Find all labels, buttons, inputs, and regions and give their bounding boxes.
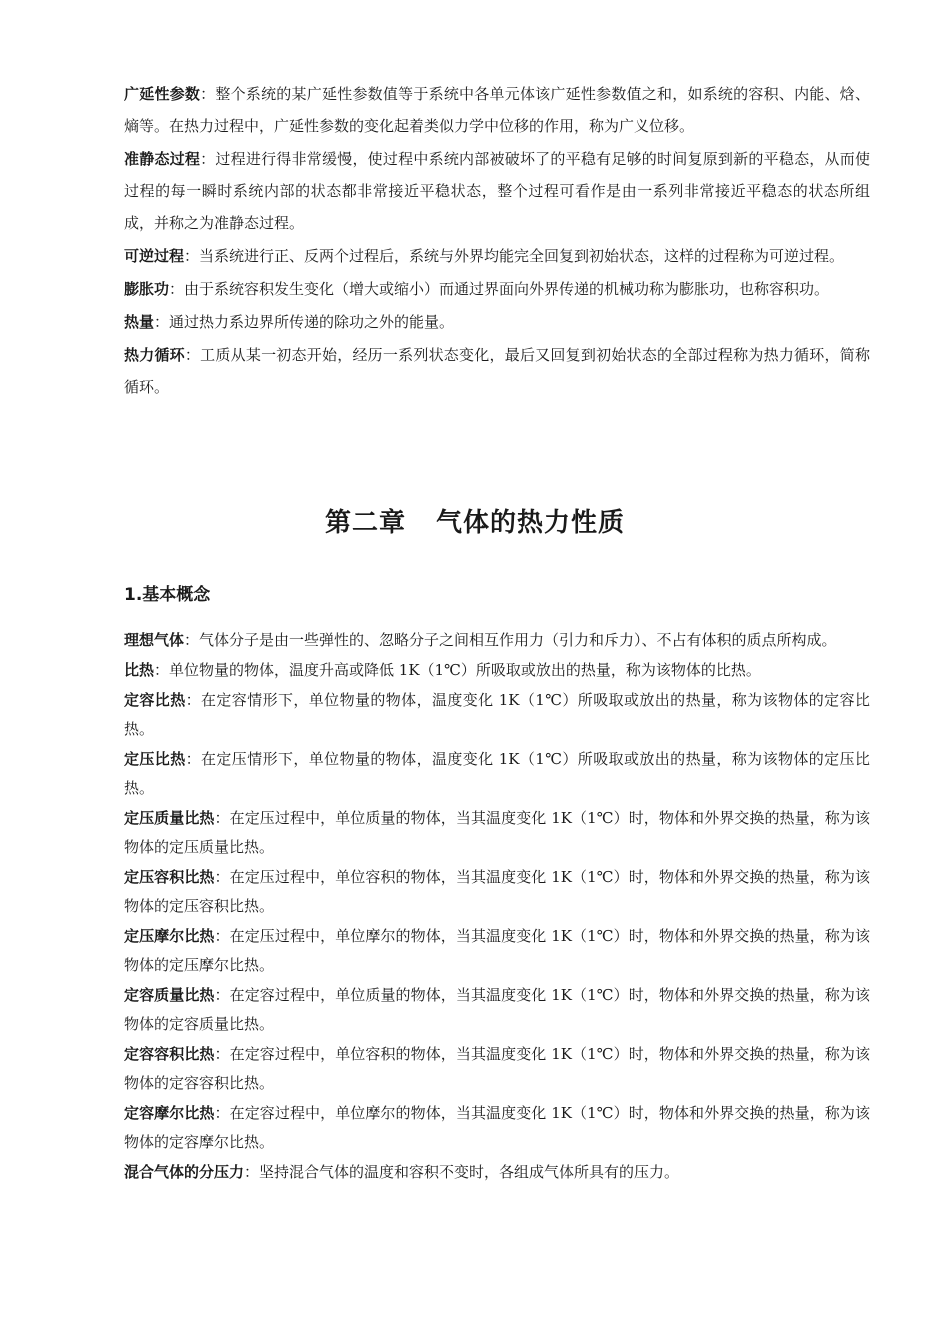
- term: 定压比热: [124, 750, 186, 768]
- definition-cv-mass: 定容质量比热：在定容过程中，单位质量的物体，当其温度变化 1K（1℃）时，物体和外界交换的热量，称为该物体的定容质量比热。: [124, 986, 870, 1033]
- term: 定压容积比热: [124, 868, 215, 886]
- definition-text: 工质从某一初态开始，经历一系列状态变化，最后又回复到初始状态的全部过程称为热力循环，简称循环。: [124, 346, 870, 396]
- term: 热力循环: [124, 346, 185, 364]
- definition-text: 由于系统容积发生变化（增大或缩小）而通过界面向外界传递的机械功称为膨胀功，也称容积功。: [184, 280, 830, 298]
- definition-text: 过程进行得非常缓慢，使过程中系统内部被破坏了的平稳有足够的时间复原到新的平稳态，从而使过程的每一瞬时系统内部的状态都非常接近平稳状态，整个过程可看作是由一系列非常接近平稳态的状态所组成，并称之为准静态过程。: [124, 150, 870, 232]
- term: 比热: [124, 661, 155, 679]
- term: 定容摩尔比热: [124, 1104, 215, 1122]
- definition-text: 坚持混合气体的温度和容积不变时，各组成气体所具有的压力。: [259, 1163, 680, 1181]
- definition-expansion-work: 膨胀功：由于系统容积发生变化（增大或缩小）而通过界面向外界传递的机械功称为膨胀功，也称容积功。: [124, 280, 830, 298]
- term: 定容质量比热: [124, 986, 215, 1004]
- definition-cp-volume: 定压容积比热：在定压过程中，单位容积的物体，当其温度变化 1K（1℃）时，物体和外界交换的热量，称为该物体的定压容积比热。: [124, 868, 870, 915]
- term: 热量: [124, 313, 155, 331]
- definition-text: 在定容过程中，单位容积的物体，当其温度变化 1K（1℃）时，物体和外界交换的热量，称为该物体的定容容积比热。: [124, 1045, 870, 1092]
- definitions-section-2: [124, 626, 870, 1188]
- definition-reversible-process: 可逆过程：当系统进行正、反两个过程后，系统与外界均能完全回复到初始状态，这样的过程称为可逆过程。: [124, 247, 845, 265]
- definition-heat: 热量：通过热力系边界所传递的除功之外的能量。: [124, 313, 455, 331]
- definition-text: 在定压情形下，单位物量的物体，温度变化 1K（1℃）所吸取或放出的热量，称为该物体的定压比热。: [124, 750, 870, 797]
- definition-cp-mass: 定压质量比热：在定压过程中，单位质量的物体，当其温度变化 1K（1℃）时，物体和外界交换的热量，称为该物体的定压质量比热。: [124, 809, 870, 856]
- definition-text: 在定压过程中，单位摩尔的物体，当其温度变化 1K（1℃）时，物体和外界交换的热量，称为该物体的定压摩尔比热。: [124, 927, 870, 974]
- chapter-name: 气体的热力性质: [436, 508, 626, 538]
- definition-ideal-gas: 理想气体：气体分子是由一些弹性的、忽略分子之间相互作用力（引力和斥力）、不占有体积的质点所构成。: [124, 631, 837, 649]
- definition-text: 在定压过程中，单位质量的物体，当其温度变化 1K（1℃）时，物体和外界交换的热量，称为该物体的定压质量比热。: [124, 809, 870, 856]
- section-heading: 1.基本概念: [124, 585, 211, 605]
- term: 定容容积比热: [124, 1045, 215, 1063]
- definition-cp-molar: 定压摩尔比热：在定压过程中，单位摩尔的物体，当其温度变化 1K（1℃）时，物体和外界交换的热量，称为该物体的定压摩尔比热。: [124, 927, 870, 974]
- definition-text: 在定容过程中，单位质量的物体，当其温度变化 1K（1℃）时，物体和外界交换的热量，称为该物体的定容质量比热。: [124, 986, 870, 1033]
- term: 定压摩尔比热: [124, 927, 215, 945]
- definition-text: 单位物量的物体，温度升高或降低 1K（1℃）所吸取或放出的热量，称为该物体的比热。: [169, 661, 761, 679]
- definition-cp: 定压比热：在定压情形下，单位物量的物体，温度变化 1K（1℃）所吸取或放出的热量，称为该物体的定压比热。: [124, 750, 870, 797]
- definition-cv: 定容比热：在定容情形下，单位物量的物体，温度变化 1K（1℃）所吸取或放出的热量，称为该物体的定容比热。: [124, 691, 870, 738]
- chapter-number: 第二章: [324, 508, 406, 538]
- term: 广延性参数: [124, 85, 201, 103]
- definition-cv-molar: 定容摩尔比热：在定容过程中，单位摩尔的物体，当其温度变化 1K（1℃）时，物体和外界交换的热量，称为该物体的定容摩尔比热。: [124, 1104, 870, 1151]
- definition-text: 在定压过程中，单位容积的物体，当其温度变化 1K（1℃）时，物体和外界交换的热量，称为该物体的定压容积比热。: [124, 868, 870, 915]
- definitions-section-1: [124, 78, 870, 404]
- definition-text: 整个系统的某广延性参数值等于系统中各单元体该广延性参数值之和，如系统的容积、内能、焓、熵等。在热力过程中，广延性参数的变化起着类似力学中位移的作用，称为广义位移。: [124, 85, 870, 135]
- definition-specific-heat: 比热：单位物量的物体，温度升高或降低 1K（1℃）所吸取或放出的热量，称为该物体的比热。: [124, 661, 761, 679]
- term: 可逆过程: [124, 247, 185, 265]
- definition-text: 气体分子是由一些弹性的、忽略分子之间相互作用力（引力和斥力）、不占有体积的质点所构成。: [199, 631, 837, 649]
- definition-cv-volume: 定容容积比热：在定容过程中，单位容积的物体，当其温度变化 1K（1℃）时，物体和外界交换的热量，称为该物体的定容容积比热。: [124, 1045, 870, 1092]
- definition-thermodynamic-cycle: 热力循环：工质从某一初态开始，经历一系列状态变化，最后又回复到初始状态的全部过程称为热力循环，简称循环。: [124, 346, 870, 396]
- definition-extensive-parameter: 广延性参数：整个系统的某广延性参数值等于系统中各单元体该广延性参数值之和，如系统的容积、内能、焓、熵等。在热力过程中，广延性参数的变化起着类似力学中位移的作用，称为广义位移。: [124, 85, 870, 135]
- definition-partial-pressure: 混合气体的分压力：坚持混合气体的温度和容积不变时，各组成气体所具有的压力。: [124, 1163, 680, 1181]
- term: 膨胀功: [124, 280, 170, 298]
- term: 定压质量比热: [124, 809, 215, 827]
- definition-text: 通过热力系边界所传递的除功之外的能量。: [169, 313, 455, 331]
- term: 准静态过程: [124, 150, 201, 168]
- definition-text: 当系统进行正、反两个过程后，系统与外界均能完全回复到初始状态，这样的过程称为可逆过程。: [199, 247, 845, 265]
- chapter-title: [0, 502, 950, 539]
- term: 定容比热: [124, 691, 186, 709]
- definition-quasi-static-process: 准静态过程：过程进行得非常缓慢，使过程中系统内部被破坏了的平稳有足够的时间复原到新的平稳态，从而使过程的每一瞬时系统内部的状态都非常接近平稳状态，整个过程可看作是由一系列非常接近平稳态的状态所组成，并称之为准静态过程。: [124, 150, 870, 232]
- term: 混合气体的分压力: [124, 1163, 245, 1181]
- term: 理想气体: [124, 631, 185, 649]
- definition-text: 在定容过程中，单位摩尔的物体，当其温度变化 1K（1℃）时，物体和外界交换的热量，称为该物体的定容摩尔比热。: [124, 1104, 870, 1151]
- definition-text: 在定容情形下，单位物量的物体，温度变化 1K（1℃）所吸取或放出的热量，称为该物体的定容比热。: [124, 691, 870, 738]
